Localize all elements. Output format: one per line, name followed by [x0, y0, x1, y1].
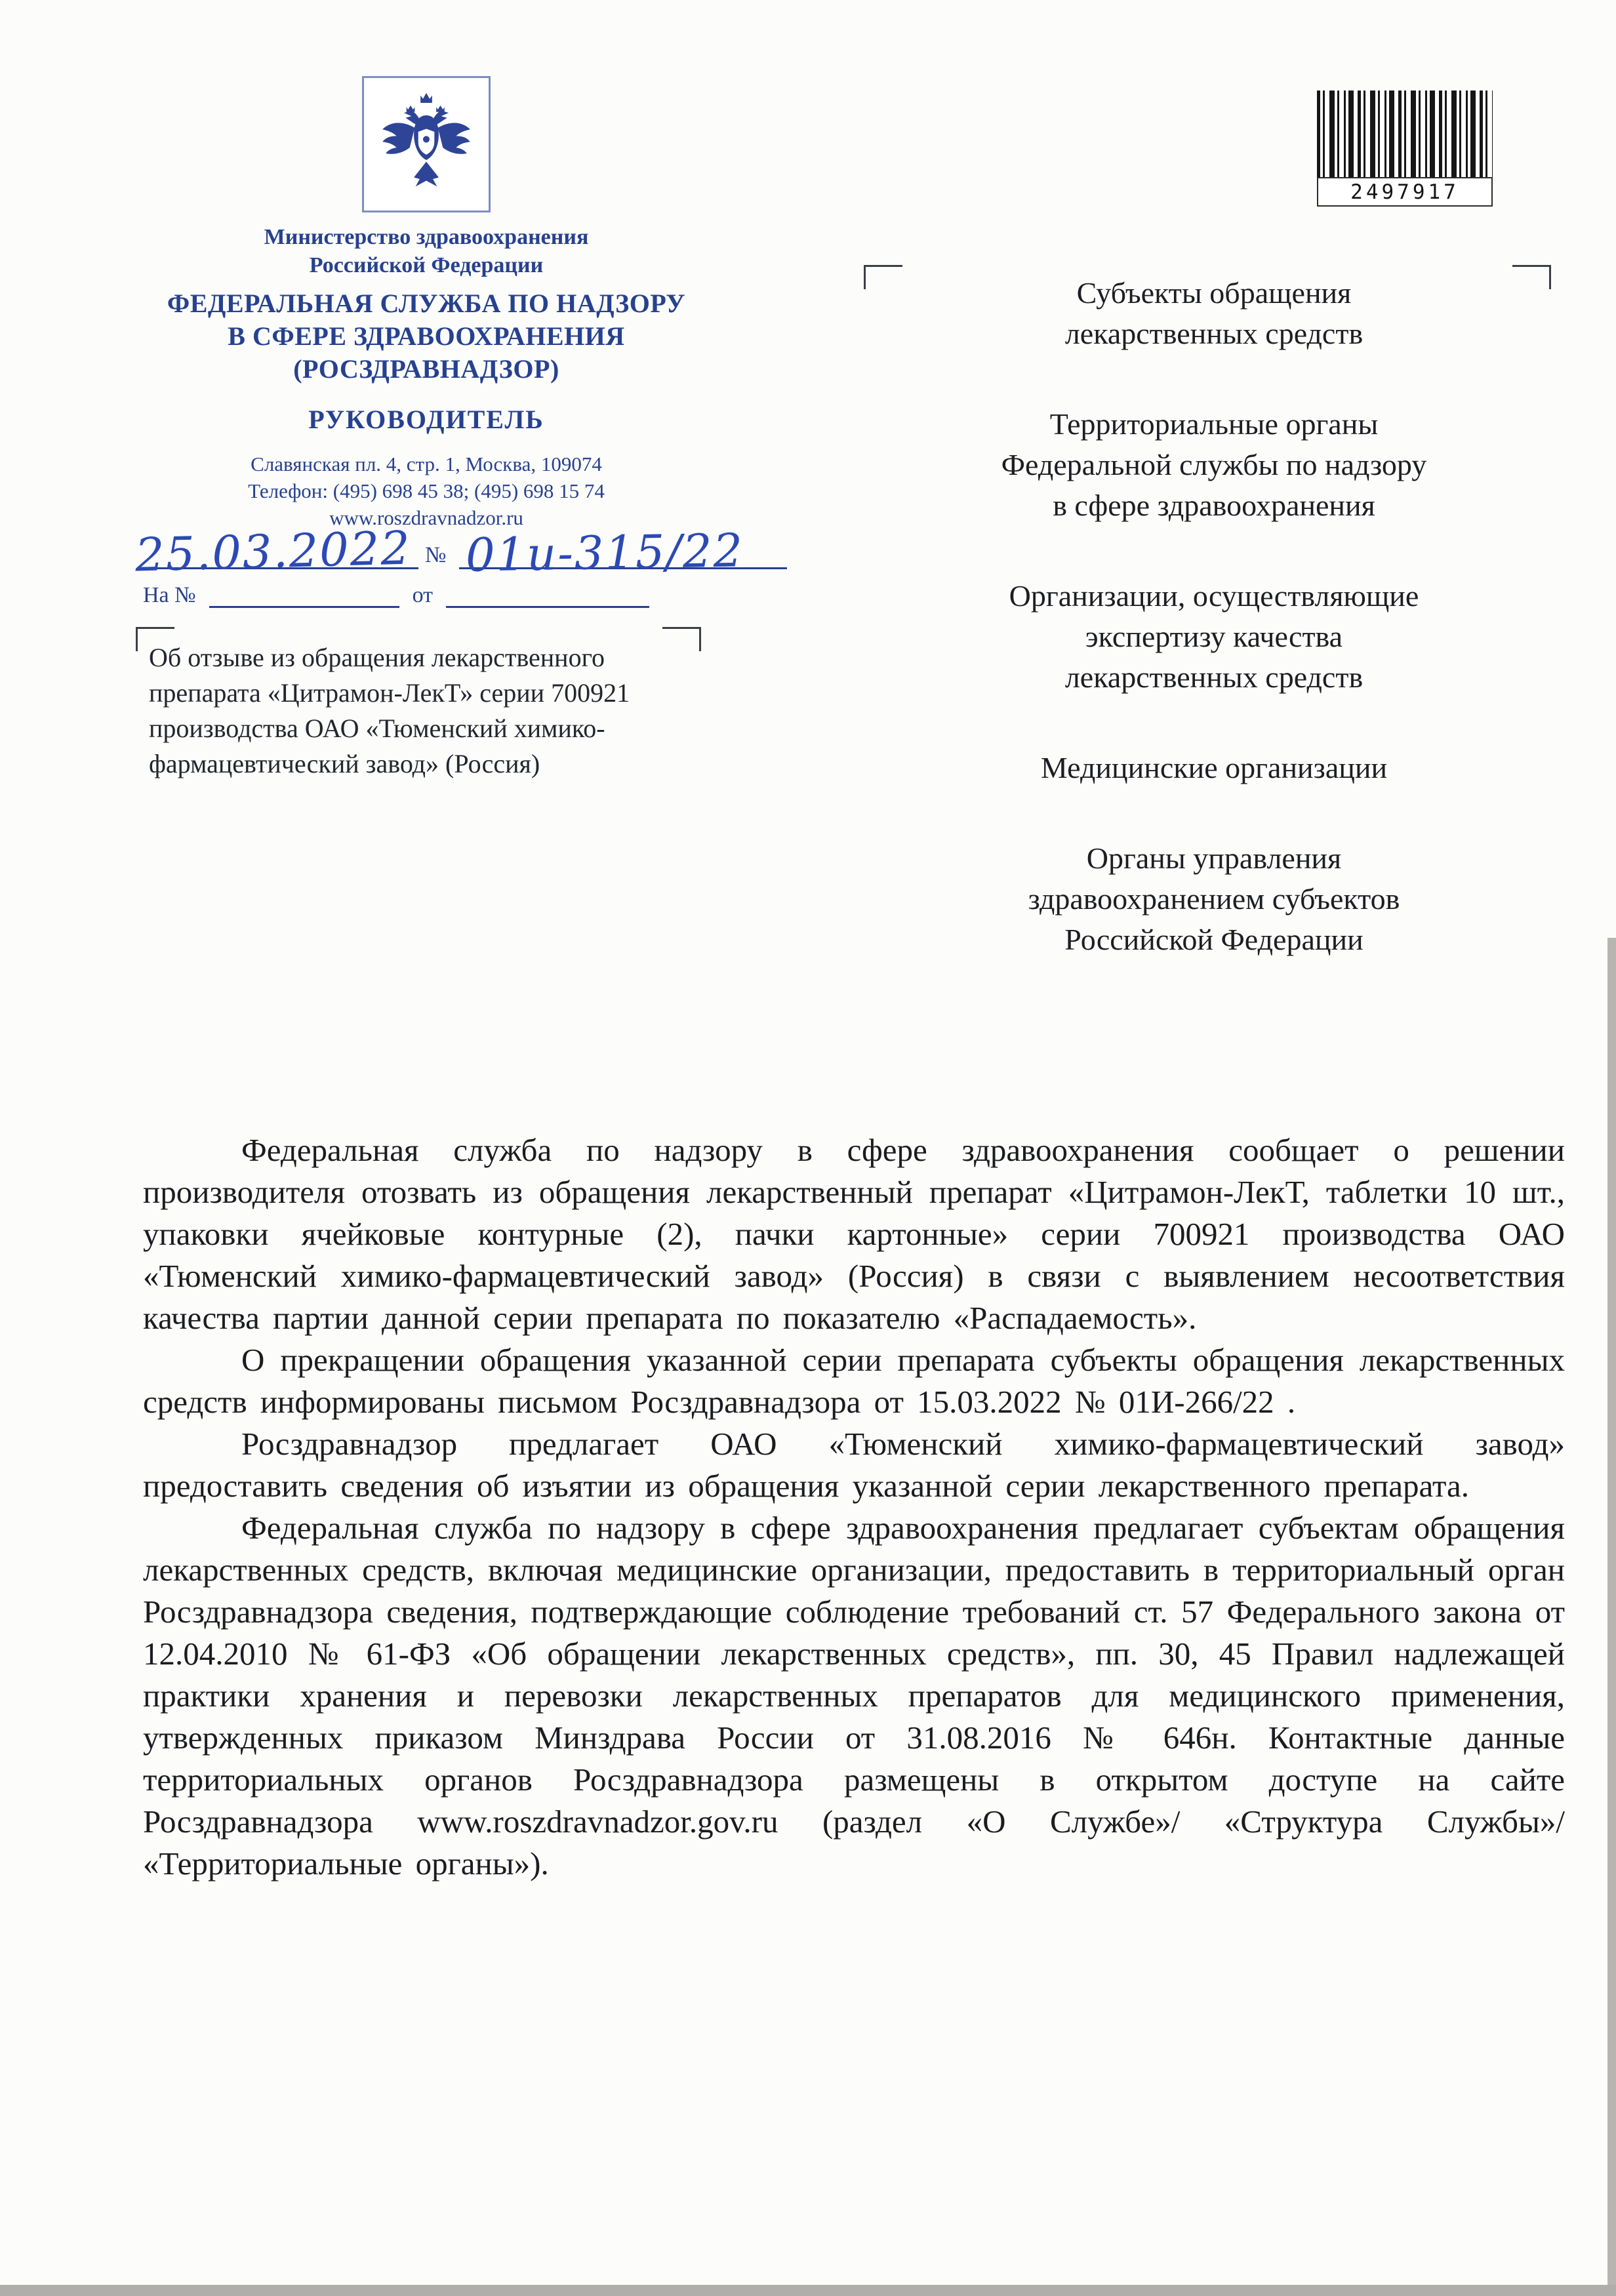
recipient-line: Субъекты обращения	[1076, 276, 1352, 310]
scan-edge-right	[1607, 938, 1616, 2296]
corner-mark-recipients-left	[864, 265, 902, 289]
subject-block	[141, 634, 692, 782]
barcode-number: 2497917	[1317, 177, 1493, 207]
reply-date-underline	[446, 580, 649, 608]
recipient-line: экспертизу качества	[1085, 620, 1343, 653]
recipient-item	[882, 576, 1546, 698]
letter-body	[143, 1129, 1565, 1885]
barcode	[1317, 91, 1493, 207]
coat-of-arms	[362, 76, 491, 212]
ministry-line-1: Министерство здравоохранения	[264, 225, 589, 249]
recipient-line: Федеральной службы по надзору	[1001, 448, 1427, 481]
service-line-3: (РОСЗДРАВНАДЗОР)	[293, 354, 559, 384]
service-line-2: В СФЕРЕ ЗДРАВООХРАНЕНИЯ	[228, 321, 625, 351]
reply-from-label: от	[412, 583, 434, 607]
ministry-line-2: Российской Федерации	[309, 253, 544, 277]
recipient-line: Медицинские организации	[1040, 751, 1388, 784]
number-sign: №	[425, 543, 447, 567]
double-headed-eagle-icon	[376, 91, 476, 198]
phone-line: Телефон: (495) 698 45 38; (495) 698 15 74	[248, 479, 605, 502]
reply-reference-row	[143, 580, 649, 608]
handwritten-number: 01и-315/22	[465, 523, 744, 582]
subject-text: Об отзыве из обращения лекарственного препарата «Цитрамон-ЛекТ» серии 700921 производства ОАО «Тюменский химико-фармацевтический завод» (Россия)	[149, 643, 630, 778]
corner-mark-subject-left	[136, 627, 174, 651]
letterhead	[118, 76, 735, 531]
recipient-item	[882, 265, 1546, 354]
recipient-line: лекарственных средств	[1064, 660, 1364, 694]
body-paragraph-1: Федеральная служба по надзору в сфере здравоохранения сообщает о решении производителя отозвать из обращения лекарственный препарат «Цитрамон-ЛекТ, таблетки 10 шт., упаковки ячейковые контурные (2), пачки картонные» серии 700921 производства ОАО «Тюменский химико-фармацевтический завод» (Россия) в связи с выявлением несоответствия качества партии данной серии препарата по показателю «Распадаемость».	[143, 1132, 1565, 1336]
handwritten-date: 25.03.2022	[134, 521, 412, 582]
recipient-item	[882, 838, 1546, 960]
recipient-line: Органы управления	[1086, 841, 1342, 875]
body-paragraph-2: О прекращении обращения указанной серии препарата субъекты обращения лекарственных средств информированы письмом Росздравнадзора от 15.03.2022 № 01И-266/22 .	[143, 1342, 1565, 1420]
reply-number-underline	[209, 580, 399, 608]
outgoing-reference	[134, 500, 799, 582]
recipient-item	[882, 404, 1546, 526]
position-title: РУКОВОДИТЕЛЬ	[308, 405, 544, 434]
scan-edge-bottom	[0, 2285, 1616, 2296]
address-line: Славянская пл. 4, стр. 1, Москва, 109074	[251, 453, 602, 475]
recipient-line: лекарственных средств	[1064, 317, 1364, 350]
ministry-name	[118, 223, 735, 279]
body-paragraph-4: Федеральная служба по надзору в сфере здравоохранения предлагает субъектам обращения лекарственных средств, включая медицинские организации, предоставить в территориальный орган Росздравнадзора сведения, подтверждающие соблюдение требований ст. 57 Федерального закона от 12.04.2010 № 61-ФЗ «Об обращении лекарственных средств», пп. 30, 45 Правил надлежащей практики хранения и перевозки лекарственных препаратов для медицинского применения, утвержденных приказом Минздрава России от 31.08.2016 № 646н. Контактные данные территориальных органов Росздравнадзора размещены в открытом доступе на сайте Росздравнадзора www.roszdravnadzor.gov.ru (раздел «О Службе»/ «Структура Службы»/ «Территориальные органы»).	[143, 1510, 1565, 1882]
corner-mark-subject-right	[662, 627, 701, 651]
recipient-line: Территориальные органы	[1049, 407, 1379, 441]
recipient-line: здравоохранением субъектов	[1028, 882, 1400, 916]
recipient-line: в сфере здравоохранения	[1053, 489, 1375, 522]
barcode-bars	[1317, 91, 1493, 177]
recipient-line: Организации, осуществляющие	[1009, 579, 1419, 613]
corner-mark-recipients-right	[1512, 265, 1551, 289]
body-paragraph-3: Росздравнадзор предлагает ОАО «Тюменский химико-фармацевтический завод» предоставить сведения об изъятии из обращения указанной серии лекарственного препарата.	[143, 1426, 1565, 1504]
recipients-block	[882, 265, 1546, 1010]
service-name	[118, 287, 735, 386]
reply-to-label: На №	[143, 583, 196, 607]
website-line: www.roszdravnadzor.ru	[329, 506, 523, 529]
recipient-item	[882, 748, 1546, 788]
recipient-line: Российской Федерации	[1064, 923, 1364, 956]
service-line-1: ФЕДЕРАЛЬНАЯ СЛУЖБА ПО НАДЗОРУ	[167, 289, 686, 318]
